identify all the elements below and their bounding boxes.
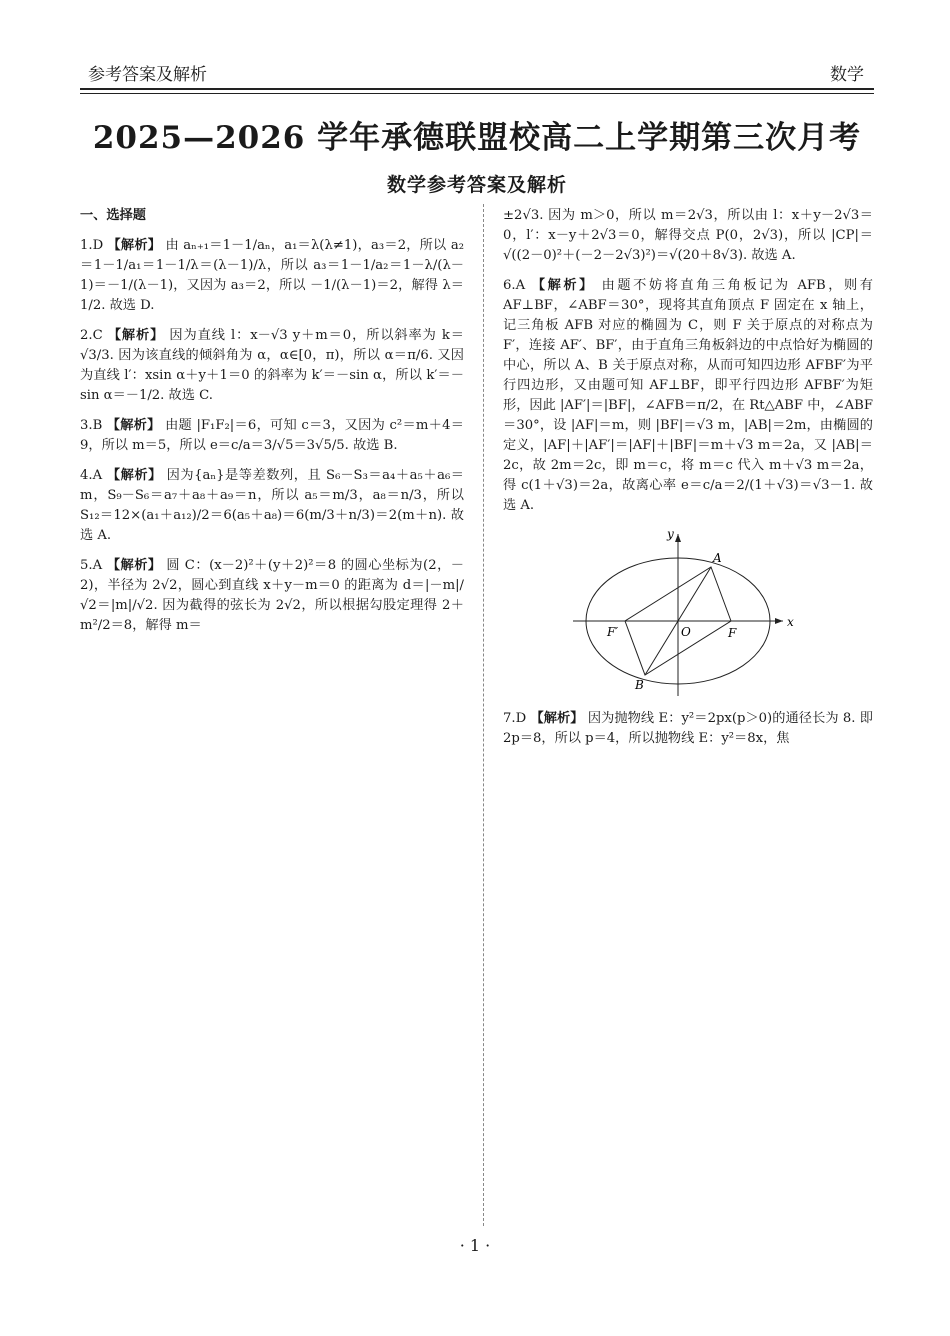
question-label: 5.A <box>80 558 103 573</box>
point-f-label: F <box>728 626 737 640</box>
analysis-tag: 【解析】 <box>106 468 162 483</box>
analysis-tag: 【解析】 <box>531 278 595 293</box>
page-title: 2025—2026 学年承德联盟校高二上学期第三次月考 <box>92 120 862 156</box>
question-label: 2.C <box>80 328 103 343</box>
analysis-tag: 【解析】 <box>530 711 584 726</box>
question-4 <box>80 466 464 546</box>
question-text: 由题 |F₁F₂|＝6，可知 c＝3，又因为 c²＝m＋4＝9，所以 m＝5，所以 e＝c/a＝3/√5＝3√5/5. 故选 B. <box>80 418 464 453</box>
ellipse-figure <box>573 526 803 701</box>
question-text: 因为{aₙ}是等差数列，且 S₆－S₃＝a₄＋a₅＋a₆＝m，S₉－S₆＝a₇＋a₈＋a₉＝n，所以 a₅＝m/3，a₈＝n/3，所以 S₁₂＝12×(a₁＋a₁₂)/2＝6(a₅＋a₈)＝6(m/3＋n/3)＝2(m＋n). 故选 A. <box>80 468 464 543</box>
question-2 <box>80 326 464 406</box>
question-5-continued <box>503 206 873 266</box>
section-heading: 一、选择题 <box>80 208 146 223</box>
analysis-tag: 【解析】 <box>107 238 162 253</box>
x-axis-label: x <box>787 615 794 629</box>
question-label: 6.A <box>503 278 526 293</box>
question-6 <box>503 276 873 516</box>
point-a-label: A <box>713 551 722 565</box>
y-axis-arrow <box>675 534 681 542</box>
question-label: 4.A <box>80 468 103 483</box>
header-left: 参考答案及解析 <box>88 65 207 85</box>
question-text: 圆 C：(x－2)²＋(y＋2)²＝8 的圆心坐标为(2，－2)，半径为 2√2，圆心到直线 x＋y－m＝0 的距离为 d＝|－m|/√2＝|m|/√2. 因为截得的弦长为 2√2，所以根据勾股定理得 2＋m²/2＝8，解得 m＝ <box>80 558 464 633</box>
point-b-label: B <box>635 678 644 692</box>
question-text: 由题不妨将直角三角板记为 AFB，则有 AF⊥BF，∠ABF＝30°，现将其直角顶点 F 固定在 x 轴上，记三角板 AFB 对应的椭圆为 C，则 F 关于原点的对称点为 F′，连接 AF′、BF′，由于直角三角板斜边的中点恰好为椭圆的中心，所以 A、B 关于原点对称，从而可知四边形 AFBF′为平行四边形，又由题可知 AF⊥BF，即平行四边形 AFBF′为矩形，因此 |AF′|＝|BF|，∠AFB＝π/2，在 Rt△ABF 中，∠ABF＝30°，设 |AF|＝m，则 |BF|＝√3 m，|AB|＝2m，由椭圆的定义，|AF|＋|AF′|＝|AF|＋|BF|＝m＋√3 m＝2a，又 |AB|＝2c，故 2m＝2c，即 m＝c，将 m＝c 代入 m＋√3 m＝2a，得 c(1＋√3)＝2a，故离心率 e＝c/a＝2/(1＋√3)＝√3－1. 故选 A. <box>503 278 873 513</box>
header-rule <box>80 88 874 90</box>
x-axis-arrow <box>775 618 783 624</box>
left-column <box>80 206 464 646</box>
question-text: ±2√3. 因为 m＞0，所以 m＝2√3，所以由 l：x＋y－2√3＝0，l′：x－y＋2√3＝0，解得交点 P(0，2√3)，所以 |CP|＝√((2－0)²＋(－2－2√3)²)＝√(20＋8√3). 故选 A. <box>503 208 873 263</box>
right-column <box>503 206 873 759</box>
analysis-tag: 【解析】 <box>107 328 165 343</box>
column-divider <box>483 204 484 1226</box>
header-right: 数学 <box>830 65 864 85</box>
header-rule-thin <box>80 93 874 94</box>
origin-label: O <box>681 625 691 639</box>
analysis-tag: 【解析】 <box>106 418 161 433</box>
analysis-tag: 【解析】 <box>106 558 162 573</box>
question-label: 7.D <box>503 711 527 726</box>
question-1 <box>80 236 464 316</box>
question-label: 3.B <box>80 418 103 433</box>
y-axis-label: y <box>667 527 674 541</box>
point-f-prime-label: F′ <box>607 625 619 639</box>
question-text: 因为抛物线 E：y²＝2px(p＞0)的通径长为 8. 即 2p＝8，所以 p＝4，所以抛物线 E：y²＝8x，焦 <box>503 711 873 746</box>
question-label: 1.D <box>80 238 104 253</box>
question-7 <box>503 709 873 749</box>
question-5 <box>80 556 464 636</box>
page-subtitle: 数学参考答案及解析 <box>386 174 567 196</box>
question-3 <box>80 416 464 456</box>
question-text: 由 aₙ₊₁＝1－1/aₙ，a₁＝λ(λ≠1)，a₃＝2，所以 a₂＝1－1/a₁＝1－1/λ＝(λ－1)/λ，所以 a₃＝1－1/a₂＝1－λ/(λ－1)＝－1/(λ－1)，又因为 a₃＝2，所以 －1/(λ－1)＝2，解得 λ＝1/2. 故选 D. <box>80 238 464 313</box>
question-text: 因为直线 l：x－√3 y＋m＝0，所以斜率为 k＝√3/3. 因为该直线的倾斜角为 α，α∈[0，π)，所以 α＝π/6. 又因为直线 l′：xsin α＋y＋1＝0 的斜率为 k′＝－sin α，所以 k′＝－sin α＝－1/2. 故选 C. <box>80 328 464 403</box>
page-number: · 1 · <box>459 1236 491 1255</box>
